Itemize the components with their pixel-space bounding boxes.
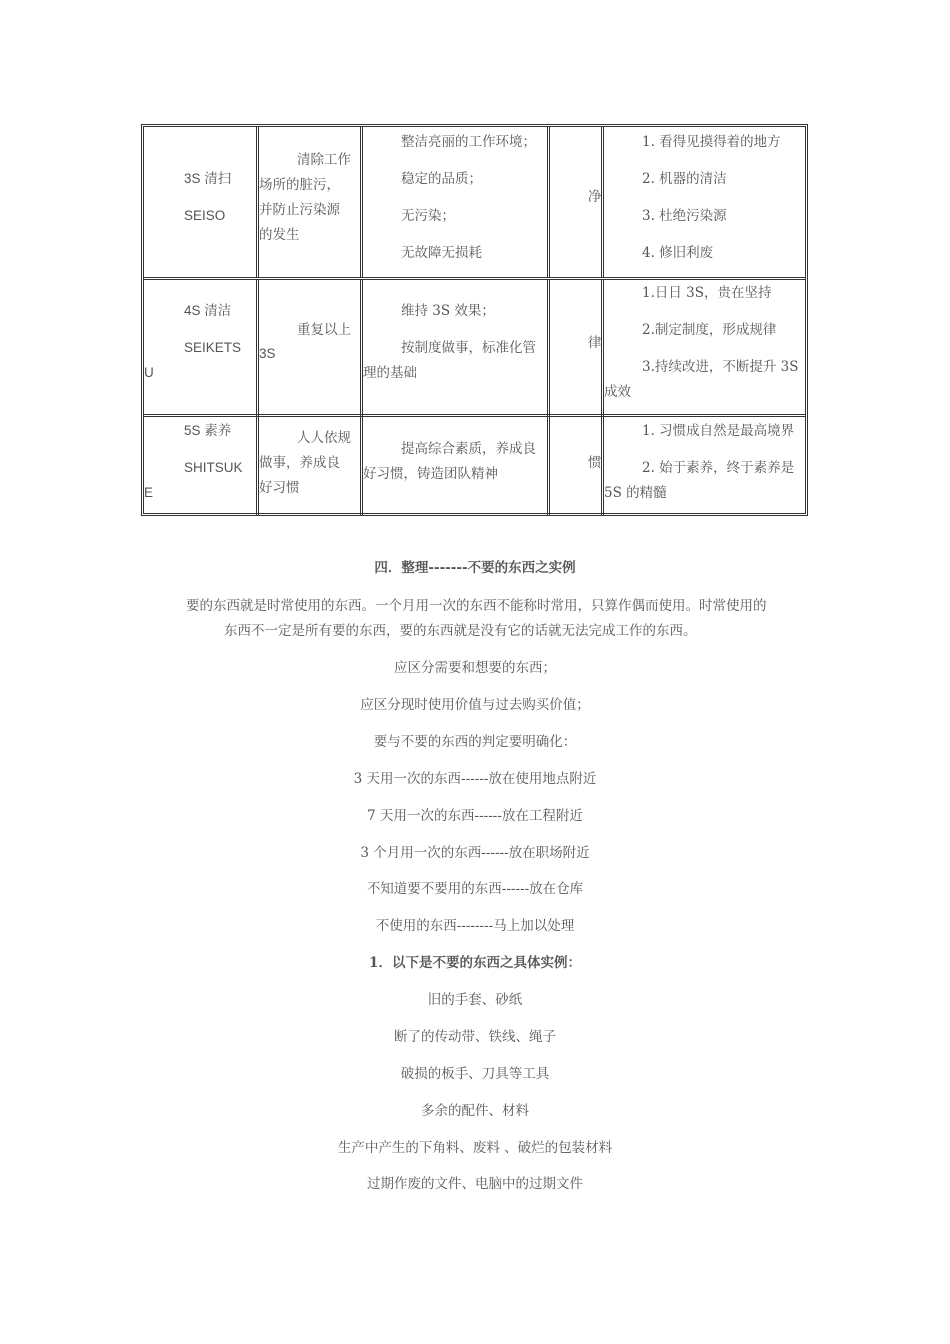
cell-line: 重复以上	[297, 322, 351, 338]
five-s-table	[141, 124, 808, 516]
cell-line: 2. 机器的清洁	[642, 171, 727, 187]
table-cell-meaning	[256, 127, 360, 277]
table-row	[144, 127, 805, 277]
table-cell-keyword	[547, 280, 601, 417]
cell-line: 惯	[588, 455, 602, 471]
table-cell-purpose	[360, 280, 547, 417]
table-cell-method	[601, 127, 808, 277]
table-cell-meaning	[256, 280, 360, 417]
example-item: 旧的手套、砂纸	[427, 992, 523, 1008]
cell-line: 人人依规	[297, 430, 351, 446]
cell-line: 提高综合素质，养成良	[401, 441, 536, 457]
table-cell-keyword	[547, 417, 601, 516]
section-heading: 四．整理-------不要的东西之实例	[374, 560, 576, 576]
cell-line: 成效	[604, 384, 631, 400]
cell-line: U	[144, 365, 154, 380]
cell-line: 1.日日 3S，贵在坚持	[642, 285, 772, 301]
principle-line: 应区分需要和想要的东西；	[394, 660, 556, 676]
table-cell-purpose	[360, 127, 547, 277]
table-cell-name	[144, 127, 256, 277]
principle-line: 不使用的东西--------马上加以处理	[375, 918, 575, 934]
examples-subheading: 1．以下是不要的东西之具体实例：	[369, 955, 581, 971]
table-row	[144, 277, 805, 417]
cell-line: 律	[588, 335, 602, 351]
table-cell-name	[144, 280, 256, 417]
cell-line: 好习惯，铸造团队精神	[363, 466, 498, 482]
cell-line: E	[144, 485, 154, 500]
cell-line: 3. 杜绝污染源	[642, 208, 727, 224]
table-cell-name	[144, 417, 256, 516]
cell-line: 2. 始于素养，终于素养是	[642, 460, 795, 476]
table-cell-method	[601, 280, 808, 417]
cell-line: 2.制定制度，形成规律	[642, 322, 777, 338]
cell-line: 无故障无损耗	[401, 245, 482, 261]
cell-line: 5S 的精髓	[604, 485, 667, 501]
principle-line: 3 天用一次的东西------放在使用地点附近	[353, 771, 597, 787]
cell-line: 理的基础	[363, 365, 417, 381]
table-row	[144, 414, 805, 516]
cell-line: 净	[588, 189, 602, 205]
cell-line: 3.持续改进，不断提升 3S	[642, 359, 799, 375]
cell-line: 5S 素养	[184, 423, 232, 438]
principle-line: 7 天用一次的东西------放在工程附近	[367, 808, 583, 824]
cell-line: 做事，养成良	[259, 455, 340, 471]
example-item: 多余的配件、材料	[421, 1103, 529, 1119]
cell-line: 的发生	[259, 227, 300, 243]
cell-line: 1. 习惯成自然是最高境界	[642, 423, 795, 439]
cell-line: 好习惯	[259, 480, 300, 496]
example-item: 破损的板手、刀具等工具	[400, 1066, 550, 1082]
cell-line: SEISO	[184, 208, 226, 223]
principle-line: 不知道要不要用的东西------放在仓库	[366, 881, 584, 897]
cell-line: 整洁亮丽的工作环境；	[401, 134, 536, 150]
cell-line: 4. 修旧利废	[642, 245, 714, 261]
intro-paragraph-line: 东西不一定是所有要的东西，要的东西就是没有它的话就无法完成工作的东西。	[224, 623, 697, 639]
principle-line: 3 个月用一次的东西------放在职场附近	[360, 845, 590, 861]
cell-line: 3S 清扫	[184, 171, 232, 186]
table-cell-method	[601, 417, 808, 516]
cell-line: 稳定的品质；	[401, 171, 482, 187]
cell-line: 按制度做事，标准化管	[401, 340, 536, 356]
example-item: 过期作废的文件、电脑中的过期文件	[367, 1176, 583, 1192]
cell-line: SHITSUK	[184, 460, 243, 475]
principle-line: 应区分现时使用价值与过去购买价值；	[360, 697, 590, 713]
cell-line: 清除工作	[297, 152, 351, 168]
table-cell-meaning	[256, 417, 360, 516]
cell-line: SEIKETS	[184, 340, 242, 355]
cell-line: 场所的脏污，	[259, 177, 340, 193]
cell-line: 维持 3S 效果；	[401, 303, 495, 319]
table-cell-keyword	[547, 127, 601, 277]
cell-line: 1. 看得见摸得着的地方	[642, 134, 781, 150]
intro-paragraph-line: 要的东西就是时常使用的东西。一个月用一次的东西不能称时常用，只算作偶而使用。时常使用的	[186, 598, 767, 614]
cell-line: 3S	[259, 346, 276, 361]
cell-line: 并防止污染源	[259, 202, 340, 218]
example-item: 生产中产生的下角料、废料 、破烂的包装材料	[337, 1140, 613, 1156]
cell-line: 无污染；	[401, 208, 455, 224]
principle-line: 要与不要的东西的判定要明确化：	[373, 734, 577, 750]
example-item: 断了的传动带、铁线、绳子	[394, 1029, 556, 1045]
table-cell-purpose	[360, 417, 547, 516]
cell-line: 4S 清洁	[184, 303, 232, 318]
